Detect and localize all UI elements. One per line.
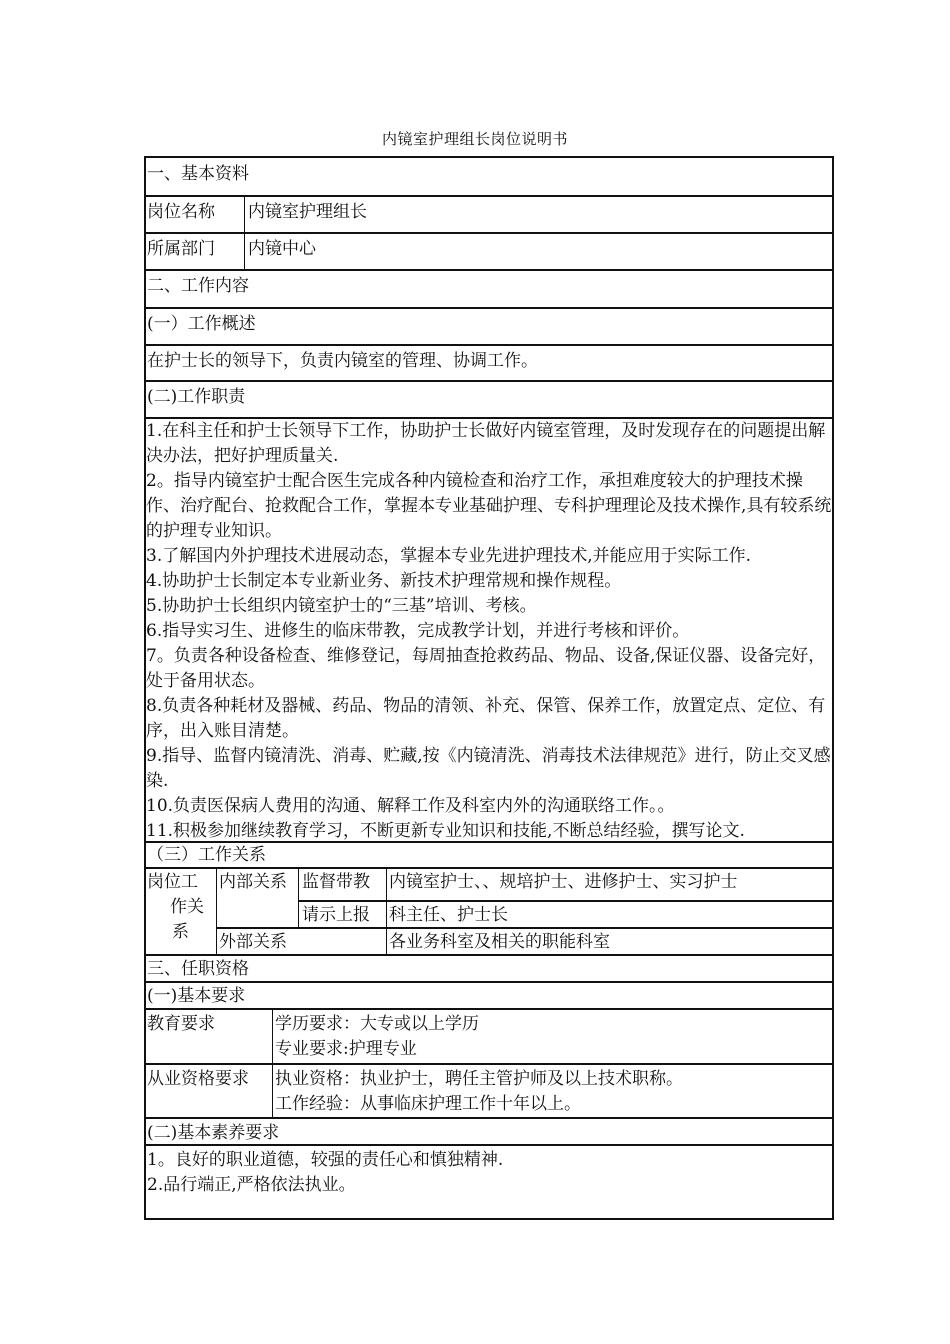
external-relations-label: 外部关系 (219, 932, 287, 952)
supervise-value: 内镜室护士、、规培护士、进修护士、实习护士 (389, 872, 738, 892)
duty-item: 10.负责医保病人费用的沟通、解释工作及科室内外的沟通联络工作。。 (146, 796, 675, 816)
duty-item: 7。负责各种设备检查、维修登记，每周抽查抢救药品、物品、设备,保证仪器、设备完好，处于备用状态。 (146, 646, 826, 691)
column-divider (216, 868, 217, 954)
report-value: 科主任、护士长 (389, 905, 508, 925)
education-label: 教育要求 (147, 1014, 215, 1034)
post-name-label: 岗位名称 (147, 202, 215, 222)
row-divider (144, 954, 834, 956)
row-divider (144, 380, 834, 382)
row-divider (144, 195, 834, 197)
department-value: 内镜中心 (248, 239, 316, 259)
column-divider (272, 1009, 273, 1117)
duty-item: 1.在科主任和护士长领导下工作，协助护士长做好内镜室管理，及时发现存在的问题提出解决办法，把好护理质量关. (146, 421, 826, 466)
education-major: 专业要求:护理专业 (275, 1039, 417, 1059)
duty-item: 2。指导内镜室护士配合医生完成各种内镜检查和治疗工作，承担难度较大的护理技术操作、治疗配台、抢救配合工作，掌握本专业基础护理、专科护理理论及技术操作,具有较系统的护理专业知识。 (146, 471, 832, 541)
row-divider (216, 927, 834, 929)
basic-requirements-heading: (一)基本要求 (147, 986, 246, 1006)
duty-item: 5.协助护士长组织内镜室护士的“三基”培训、考核。 (146, 596, 537, 616)
row-divider (298, 900, 834, 902)
post-relations-label: 岗位工 (147, 872, 198, 892)
quality-item: 2.品行端正,严格依法执业。 (147, 1175, 356, 1195)
row-divider (144, 867, 834, 869)
education-degree: 学历要求：大专或以上学历 (275, 1014, 479, 1034)
practice-license: 执业资格：执业护士，聘任主管护师及以上技术职称。 (275, 1069, 683, 1089)
row-divider (144, 269, 834, 271)
quality-heading: (二)基本素养要求 (147, 1123, 280, 1143)
post-name-value: 内镜室护理组长 (248, 202, 367, 222)
overview-heading: (一）工作概述 (147, 314, 256, 334)
post-relations-label: 系 (172, 922, 189, 942)
duty-item: 9.指导、监督内镜清洗、消毒、贮藏,按《内镜清洗、消毒技术法律规范》进行，防止交叉感染. (146, 746, 831, 791)
duty-item: 8.负责各种耗材及器械、药品、物品的清领、补充、保管、保养工作，放置定点、定位、有序，出入账目清楚。 (146, 696, 826, 741)
row-divider (144, 1008, 834, 1010)
practice-experience: 工作经验：从事临床护理工作十年以上。 (275, 1094, 581, 1114)
post-relations-label: 作关 (170, 897, 204, 917)
row-divider (144, 232, 834, 234)
column-divider (244, 196, 245, 269)
column-divider (298, 868, 299, 928)
section-heading-qualifications: 三、任职资格 (147, 959, 249, 979)
row-divider (144, 344, 834, 346)
row-divider (144, 981, 834, 983)
supervise-label: 监督带教 (302, 872, 370, 892)
duty-item: 6.指导实习生、进修生的临床带教，完成教学计划，并进行考核和评价。 (146, 621, 690, 641)
report-label: 请示上报 (302, 905, 370, 925)
quality-item: 1。良好的职业道德，较强的责任心和慎独精神. (147, 1150, 504, 1170)
duty-item: 4.协助护士长制定本专业新业务、新技术护理常规和操作规程。 (146, 571, 622, 591)
section-heading-basic: 一、基本资料 (147, 164, 249, 184)
department-label: 所属部门 (147, 239, 215, 259)
duties-heading: (二)工作职责 (147, 387, 246, 407)
duty-item: 11.积极参加继续教育学习，不断更新专业知识和技能,不断总结经验，撰写论文. (146, 821, 745, 841)
section-heading-work: 二、工作内容 (147, 276, 249, 296)
relations-heading: （三）工作关系 (147, 845, 266, 865)
document-title: 内镜室护理组长岗位说明书 (381, 130, 568, 148)
row-divider (144, 1117, 834, 1119)
row-divider (144, 1063, 834, 1065)
practice-label: 从业资格要求 (147, 1069, 249, 1089)
duties-list (146, 419, 834, 844)
row-divider (144, 307, 834, 309)
overview-text: 在护士长的领导下，负责内镜室的管理、协调工作。 (147, 351, 538, 371)
internal-relations-label: 内部关系 (219, 872, 287, 892)
duty-item: 3.了解国内外护理技术进展动态，掌握本专业先进护理技术,并能应用于实际工作. (146, 546, 752, 566)
external-relations-value: 各业务科室及相关的职能科室 (389, 932, 610, 952)
column-divider (386, 868, 387, 954)
